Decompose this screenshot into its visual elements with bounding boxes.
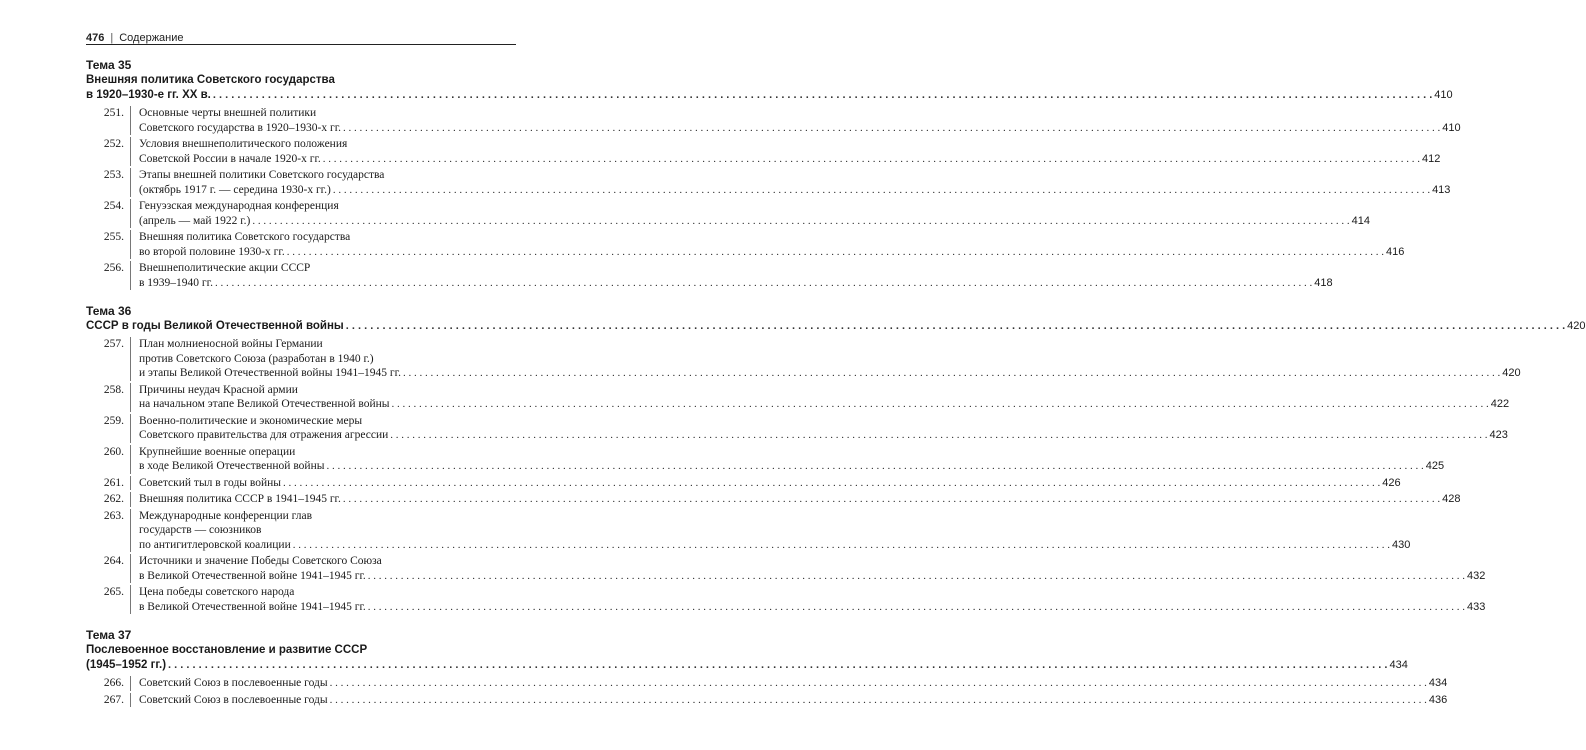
entry-line <box>139 152 1440 167</box>
toc-entry <box>86 383 1510 412</box>
entry-body <box>130 554 1485 583</box>
dot-leader: . . . . . . . . . . . . . . . . . . . . . . . . . . . . . . . . . . . . . . . . . . . . . . . . . . . . . . . . . . . . . . . . . . . . . . . . . . . . . . . . . . . . . . . . . . . . . . . . . . . . . . . . . . . . . . . . . . . . . . . . . . . . . . . . . . . . . . . . . . . . . . . . . . . . . . . . . . . . . . . . . . . . . . . . . . . . . . . . . . . . . . . . . . . . . . . . . . . . . . . . <box>343 121 1441 134</box>
entry-body <box>130 414 1508 443</box>
entry-line <box>139 569 1485 584</box>
topic-title-line <box>86 88 1453 103</box>
entry-text: в Великой Отечественной войне 1941–1945 гг. <box>139 569 366 582</box>
entry-body <box>130 676 1447 691</box>
topic-label: Тема 37 <box>86 628 132 642</box>
topic-label: Тема 35 <box>86 58 132 72</box>
entry-text: Советской России в начале 1920-х гг. <box>139 152 321 165</box>
entry-text: Советский Союз в послевоенные годы <box>139 677 328 689</box>
entry-line <box>139 538 1410 553</box>
entry-number: 265. <box>103 586 124 598</box>
entry-text: государств — союзников <box>139 524 262 536</box>
toc-entry <box>86 492 1461 507</box>
toc-entry <box>86 693 1448 708</box>
entry-body <box>130 230 1404 259</box>
page-ref: 414 <box>1351 214 1370 227</box>
page-ref: 430 <box>1392 538 1411 551</box>
topic-section <box>86 628 1448 707</box>
dot-leader: . . . . . . . . . . . . . . . . . . . . . . . . . . . . . . . . . . . . . . . . . . . . . . . . . . . . . . . . . . . . . . . . . . . . . . . . . . . . . . . . . . . . . . . . . . . . . . . . . . . . . . . . . . . . . . . . . . . . . . . . . . . . . . . . . . . . . . . . . . . . . . . . . . . . . . . . . . . . . . . . . . . . . . . . . . . . . . . . . . . . . . . . . . . . . . . . . . . . . . . . <box>292 538 1390 551</box>
entry-body <box>130 168 1450 197</box>
page-ref: 416 <box>1385 245 1405 258</box>
topic-title-line <box>86 319 1586 334</box>
entry-number: 262. <box>103 493 124 505</box>
entry-number: 253. <box>103 169 124 181</box>
topic-title: Внешняя политика Советского государства <box>86 74 335 86</box>
entry-number: 252. <box>103 138 124 150</box>
entry-line <box>139 693 1447 708</box>
entry-text: СССР в годы Великой Отечественной войны <box>86 320 344 332</box>
topic-label: Тема 36 <box>86 304 132 318</box>
toc-entry <box>86 676 1448 691</box>
entry-number: 258. <box>103 383 124 396</box>
page-ref: 434 <box>1428 677 1448 689</box>
dot-leader: . . . . . . . . . . . . . . . . . . . . . . . . . . . . . . . . . . . . . . . . . . . . . . . . . . . . . . . . . . . . . . . . . . . . . . . . . . . . . . . . . . . . . . . . . . . . . . . . . . . . . . . . . . . . . . . . . . . . . . . . . . . . . . . . . . . . . . . . . . . . . . . . . . . . . . . . . . . . . . . . . . . . . . . . . . . . . . . . . . . . . . . . . . . . . . . . . . . . . . . . <box>252 214 1350 227</box>
entry-line <box>139 676 1447 691</box>
section-title: Содержание <box>119 32 184 44</box>
page-ref: 413 <box>1432 183 1451 196</box>
page-ref: 410 <box>1434 89 1453 101</box>
dot-leader: . . . . . . . . . . . . . . . . . . . . . . . . . . . . . . . . . . . . . . . . . . . . . . . . . . . . . . . . . . . . . . . . . . . . . . . . . . . . . . . . . . . . . . . . . . . . . . . . . . . . . . . . . . . . . . . . . . . . . . . . . . . . . . . . . . . . . . . . . . . . . . . . . . . . . . . . . . . . . . . . . . . . . . . . . . . . . . . . . . . . . . . . . . . . . . . . . . . . . . . . <box>342 493 1441 505</box>
entry-text: в Великой Отечественной войне 1941–1945 гг. <box>139 600 366 613</box>
entry-text: Источники и значение Победы Советского Союза <box>139 555 382 567</box>
entry-line <box>139 459 1444 474</box>
entry-line <box>139 276 1333 291</box>
entry-body <box>130 492 1460 507</box>
toc-entry <box>86 445 1445 474</box>
page-number: 476 <box>86 32 105 44</box>
page-ref: 410 <box>1442 121 1461 134</box>
entry-number: 254. <box>103 200 124 212</box>
toc-entry <box>86 168 1451 197</box>
table-of-contents <box>86 58 1586 721</box>
page-ref: 436 <box>1428 693 1448 706</box>
header-rule <box>86 44 516 45</box>
entry-number: 260. <box>103 445 124 458</box>
page-ref: 425 <box>1425 460 1445 472</box>
entry-body <box>130 199 1370 228</box>
entry-text: на начальном этапе Великой Отечественной войны <box>139 398 390 410</box>
entry-body <box>130 261 1333 290</box>
topic-items <box>86 106 1461 290</box>
topic-items <box>86 676 1448 707</box>
entry-body <box>130 476 1401 491</box>
page-ref: 426 <box>1382 476 1401 489</box>
entry-number: 264. <box>103 555 124 567</box>
entry-line <box>139 214 1370 229</box>
entry-line <box>139 397 1509 412</box>
entry-text: Причины неудач Красной армии <box>139 383 298 396</box>
entry-number: 257. <box>103 338 124 350</box>
page-ref: 420 <box>1567 320 1586 332</box>
entry-text: Советского государства в 1920–1930-х гг. <box>139 121 342 134</box>
entry-text: Военно-политические и экономические меры <box>139 414 363 427</box>
dot-leader: . . . . . . . . . . . . . . . . . . . . . . . . . . . . . . . . . . . . . . . . . . . . . . . . . . . . . . . . . . . . . . . . . . . . . . . . . . . . . . . . . . . . . . . . . . . . . . . . . . . . . . . . . . . . . . . . . . . . . . . . . . . . . . . . . . . . . . . . . . . . . . . . . . . . . . . . . . . . . . . . . . . . . . . . . . . . . . . . . . . . . . . . . . . . . . . . . . . . . . . . <box>367 600 1466 613</box>
entry-line <box>139 366 1521 381</box>
entry-number: 266. <box>103 677 124 689</box>
page-ref: 420 <box>1502 367 1521 379</box>
entry-text: Внешнеполитические акции СССР <box>139 262 311 274</box>
entry-line <box>139 183 1450 198</box>
dot-leader: . . . . . . . . . . . . . . . . . . . . . . . . . . . . . . . . . . . . . . . . . . . . . . . . . . . . . . . . . . . . . . . . . . . . . . . . . . . . . . . . . . . . . . . . . . . . . . . . . . . . . . . . . . . . . . . . . . . . . . . . . . . . . . . . . . . . . . . . . . . . . . . . . . . . . . . . . . . . . . . . . . . . . . . . . . . . . . . . . . . . . . . . . . . . . . . . . . . . . . . . <box>322 152 1421 165</box>
entry-body <box>130 585 1485 614</box>
dot-leader: . . . . . . . . . . . . . . . . . . . . . . . . . . . . . . . . . . . . . . . . . . . . . . . . . . . . . . . . . . . . . . . . . . . . . . . . . . . . . . . . . . . . . . . . . . . . . . . . . . . . . . . . . . . . . . . . . . . . . . . . . . . . . . . . . . . . . . . . . . . . . . . . . . . . . . . . . . . . . . . . . . . . . . . . . . . . . . . . . . . . . . . . . . . . . . . . . . . . . . . . <box>283 476 1381 489</box>
entry-body <box>130 383 1509 412</box>
entry-line <box>139 476 1401 491</box>
dot-leader: . . . . . . . . . . . . . . . . . . . . . . . . . . . . . . . . . . . . . . . . . . . . . . . . . . . . . . . . . . . . . . . . . . . . . . . . . . . . . . . . . . . . . . . . . . . . . . . . . . . . . . . . . . . . . . . . . . . . . . . . . . . . . . . . . . . . . . . . . . . . . . . . . . . . . . . . . . . . . . . . . . . . . . . . . . . . . . . . . . . . . . . . . . . . . . . . . . . . . . . . <box>168 659 1388 671</box>
dot-leader: . . . . . . . . . . . . . . . . . . . . . . . . . . . . . . . . . . . . . . . . . . . . . . . . . . . . . . . . . . . . . . . . . . . . . . . . . . . . . . . . . . . . . . . . . . . . . . . . . . . . . . . . . . . . . . . . . . . . . . . . . . . . . . . . . . . . . . . . . . . . . . . . . . . . . . . . . . . . . . . . . . . . . . . . . . . . . . . . . . . . . . . . . . . . . . . . . . . . . . . . <box>345 320 1566 332</box>
entry-body <box>130 106 1461 135</box>
page-ref: 432 <box>1467 569 1486 582</box>
entry-text: (апрель — май 1922 г.) <box>139 214 251 227</box>
entry-text: План молниеносной войны Германии <box>139 338 323 350</box>
entry-line <box>139 492 1460 507</box>
dot-leader: . . . . . . . . . . . . . . . . . . . . . . . . . . . . . . . . . . . . . . . . . . . . . . . . . . . . . . . . . . . . . . . . . . . . . . . . . . . . . . . . . . . . . . . . . . . . . . . . . . . . . . . . . . . . . . . . . . . . . . . . . . . . . . . . . . . . . . . . . . . . . . . . . . . . . . . . . . . . . . . . . . . . . . . . . . . . . . . . . . . . . . . . . . . . . . . . . . . . . . . . <box>329 677 1427 689</box>
toc-entry <box>86 230 1405 259</box>
dot-leader: . . . . . . . . . . . . . . . . . . . . . . . . . . . . . . . . . . . . . . . . . . . . . . . . . . . . . . . . . . . . . . . . . . . . . . . . . . . . . . . . . . . . . . . . . . . . . . . . . . . . . . . . . . . . . . . . . . . . . . . . . . . . . . . . . . . . . . . . . . . . . . . . . . . . . . . . . . . . . . . . . . . . . . . . . . . . . . . . . . . . . . . . . . . . . . . . . . . . . . . . <box>367 569 1466 582</box>
toc-entry <box>86 337 1521 381</box>
topic-title-line <box>86 658 1408 673</box>
entry-text: Крупнейшие военные операции <box>139 445 296 458</box>
page-ref: 412 <box>1422 152 1441 165</box>
page-ref: 434 <box>1389 659 1408 671</box>
entry-text: Советский тыл в годы войны <box>139 476 282 489</box>
entry-text: Цена победы советского народа <box>139 586 295 598</box>
entry-text: в ходе Великой Отечественной войны <box>139 460 325 472</box>
dot-leader: . . . . . . . . . . . . . . . . . . . . . . . . . . . . . . . . . . . . . . . . . . . . . . . . . . . . . . . . . . . . . . . . . . . . . . . . . . . . . . . . . . . . . . . . . . . . . . . . . . . . . . . . . . . . . . . . . . . . . . . . . . . . . . . . . . . . . . . . . . . . . . . . . . . . . . . . . . . . . . . . . . . . . . . . . . . . . . . . . . . . . . . . . . . . . . . . . . . . . . . . <box>390 429 1488 441</box>
topic-section <box>86 304 1586 614</box>
topic-title: Послевоенное восстановление и развитие СССР <box>86 644 368 656</box>
entry-number: 255. <box>103 231 124 243</box>
header-separator: | <box>110 32 114 44</box>
entry-text: Внешняя политика СССР в 1941–1945 гг. <box>139 493 341 505</box>
entry-line <box>139 121 1461 136</box>
entry-number: 263. <box>103 509 124 522</box>
dot-leader: . . . . . . . . . . . . . . . . . . . . . . . . . . . . . . . . . . . . . . . . . . . . . . . . . . . . . . . . . . . . . . . . . . . . . . . . . . . . . . . . . . . . . . . . . . . . . . . . . . . . . . . . . . . . . . . . . . . . . . . . . . . . . . . . . . . . . . . . . . . . . . . . . . . . . . . . . . . . . . . . . . . . . . . . . . . . . . . . . . . . . . . . . . . . . . . . . . . . . . . . <box>214 276 1313 289</box>
entry-body <box>130 693 1447 708</box>
entry-text: в 1920–1930-е гг. XX в. <box>86 89 211 101</box>
entry-text: (1945–1952 гг.) <box>86 659 167 671</box>
toc-entry <box>86 509 1411 553</box>
entry-text: Этапы внешней политики Советского государства <box>139 169 385 181</box>
toc-entry <box>86 261 1333 290</box>
toc-entry <box>86 137 1441 166</box>
entry-text: Советского правительства для отражения агрессии <box>139 429 389 441</box>
entry-text: Советский Союз в послевоенные годы <box>139 693 328 706</box>
entry-number: 267. <box>103 693 124 706</box>
entry-line <box>139 600 1485 615</box>
entry-text: Международные конференции глав <box>139 509 313 522</box>
toc-entry <box>86 585 1486 614</box>
toc-entry <box>86 199 1370 228</box>
entry-text: Внешняя политика Советского государства <box>139 231 351 243</box>
entry-number: 261. <box>103 476 124 489</box>
entry-text: Генуэзская международная конференция <box>139 200 339 212</box>
entry-text: во второй половине 1930-х гг. <box>139 245 285 258</box>
entry-line <box>139 428 1508 443</box>
entry-text: Условия внешнеполитического положения <box>139 138 348 150</box>
entry-text: Основные черты внешней политики <box>139 107 317 119</box>
toc-entry <box>86 476 1401 491</box>
entry-number: 251. <box>103 107 124 119</box>
entry-number: 259. <box>103 414 124 427</box>
toc-entry <box>86 106 1461 135</box>
dot-leader: . . . . . . . . . . . . . . . . . . . . . . . . . . . . . . . . . . . . . . . . . . . . . . . . . . . . . . . . . . . . . . . . . . . . . . . . . . . . . . . . . . . . . . . . . . . . . . . . . . . . . . . . . . . . . . . . . . . . . . . . . . . . . . . . . . . . . . . . . . . . . . . . . . . . . . . . . . . . . . . . . . . . . . . . . . . . . . . . . . . . . . . . . . . . . . . . . . . . . . . . <box>286 245 1384 258</box>
page-ref: 422 <box>1490 398 1510 410</box>
dot-leader: . . . . . . . . . . . . . . . . . . . . . . . . . . . . . . . . . . . . . . . . . . . . . . . . . . . . . . . . . . . . . . . . . . . . . . . . . . . . . . . . . . . . . . . . . . . . . . . . . . . . . . . . . . . . . . . . . . . . . . . . . . . . . . . . . . . . . . . . . . . . . . . . . . . . . . . . . . . . . . . . . . . . . . . . . . . . . . . . . . . . . . . . . . . . . . . . . . . . . . . . <box>391 398 1489 410</box>
page-ref: 428 <box>1442 493 1461 505</box>
entry-line <box>139 245 1404 260</box>
running-header <box>86 22 516 44</box>
entry-text: (октябрь 1917 г. — середина 1930-х гг.) <box>139 183 331 196</box>
page-ref: 418 <box>1314 276 1333 289</box>
entry-body <box>130 337 1521 381</box>
dot-leader: . . . . . . . . . . . . . . . . . . . . . . . . . . . . . . . . . . . . . . . . . . . . . . . . . . . . . . . . . . . . . . . . . . . . . . . . . . . . . . . . . . . . . . . . . . . . . . . . . . . . . . . . . . . . . . . . . . . . . . . . . . . . . . . . . . . . . . . . . . . . . . . . . . . . . . . . . . . . . . . . . . . . . . . . . . . . . . . . . . . . . . . . . . . . . . . . . . . . . . . . <box>402 367 1501 379</box>
dot-leader: . . . . . . . . . . . . . . . . . . . . . . . . . . . . . . . . . . . . . . . . . . . . . . . . . . . . . . . . . . . . . . . . . . . . . . . . . . . . . . . . . . . . . . . . . . . . . . . . . . . . . . . . . . . . . . . . . . . . . . . . . . . . . . . . . . . . . . . . . . . . . . . . . . . . . . . . . . . . . . . . . . . . . . . . . . . . . . . . . . . . . . . . . . . . . . . . . . . . . . . . <box>329 693 1427 706</box>
entry-body <box>130 137 1440 166</box>
entry-text: по антигитлеровской коалиции <box>139 538 291 551</box>
dot-leader: . . . . . . . . . . . . . . . . . . . . . . . . . . . . . . . . . . . . . . . . . . . . . . . . . . . . . . . . . . . . . . . . . . . . . . . . . . . . . . . . . . . . . . . . . . . . . . . . . . . . . . . . . . . . . . . . . . . . . . . . . . . . . . . . . . . . . . . . . . . . . . . . . . . . . . . . . . . . . . . . . . . . . . . . . . . . . . . . . . . . . . . . . . . . . . . . . . . . . . . . <box>326 460 1424 472</box>
entry-body <box>130 509 1410 553</box>
topic-items <box>86 337 1521 614</box>
toc-entry <box>86 414 1508 443</box>
toc-entry <box>86 554 1486 583</box>
dot-leader: . . . . . . . . . . . . . . . . . . . . . . . . . . . . . . . . . . . . . . . . . . . . . . . . . . . . . . . . . . . . . . . . . . . . . . . . . . . . . . . . . . . . . . . . . . . . . . . . . . . . . . . . . . . . . . . . . . . . . . . . . . . . . . . . . . . . . . . . . . . . . . . . . . . . . . . . . . . . . . . . . . . . . . . . . . . . . . . . . . . . . . . . . . . . . . . . . . . . . . . . <box>332 183 1431 196</box>
page-ref: 433 <box>1467 600 1486 613</box>
entry-text: и этапы Великой Отечественной войны 1941–1945 гг. <box>139 367 401 379</box>
entry-text: против Советского Союза (разработан в 1940 г.) <box>139 352 374 365</box>
entry-body <box>130 445 1444 474</box>
topic-section <box>86 58 1461 290</box>
dot-leader: . . . . . . . . . . . . . . . . . . . . . . . . . . . . . . . . . . . . . . . . . . . . . . . . . . . . . . . . . . . . . . . . . . . . . . . . . . . . . . . . . . . . . . . . . . . . . . . . . . . . . . . . . . . . . . . . . . . . . . . . . . . . . . . . . . . . . . . . . . . . . . . . . . . . . . . . . . . . . . . . . . . . . . . . . . . . . . . . . . . . . . . . . . . . . . . . . . . . . . . . <box>212 89 1433 101</box>
entry-number: 256. <box>103 262 124 274</box>
page-ref: 423 <box>1489 429 1508 441</box>
entry-text: в 1939–1940 гг. <box>139 276 213 289</box>
